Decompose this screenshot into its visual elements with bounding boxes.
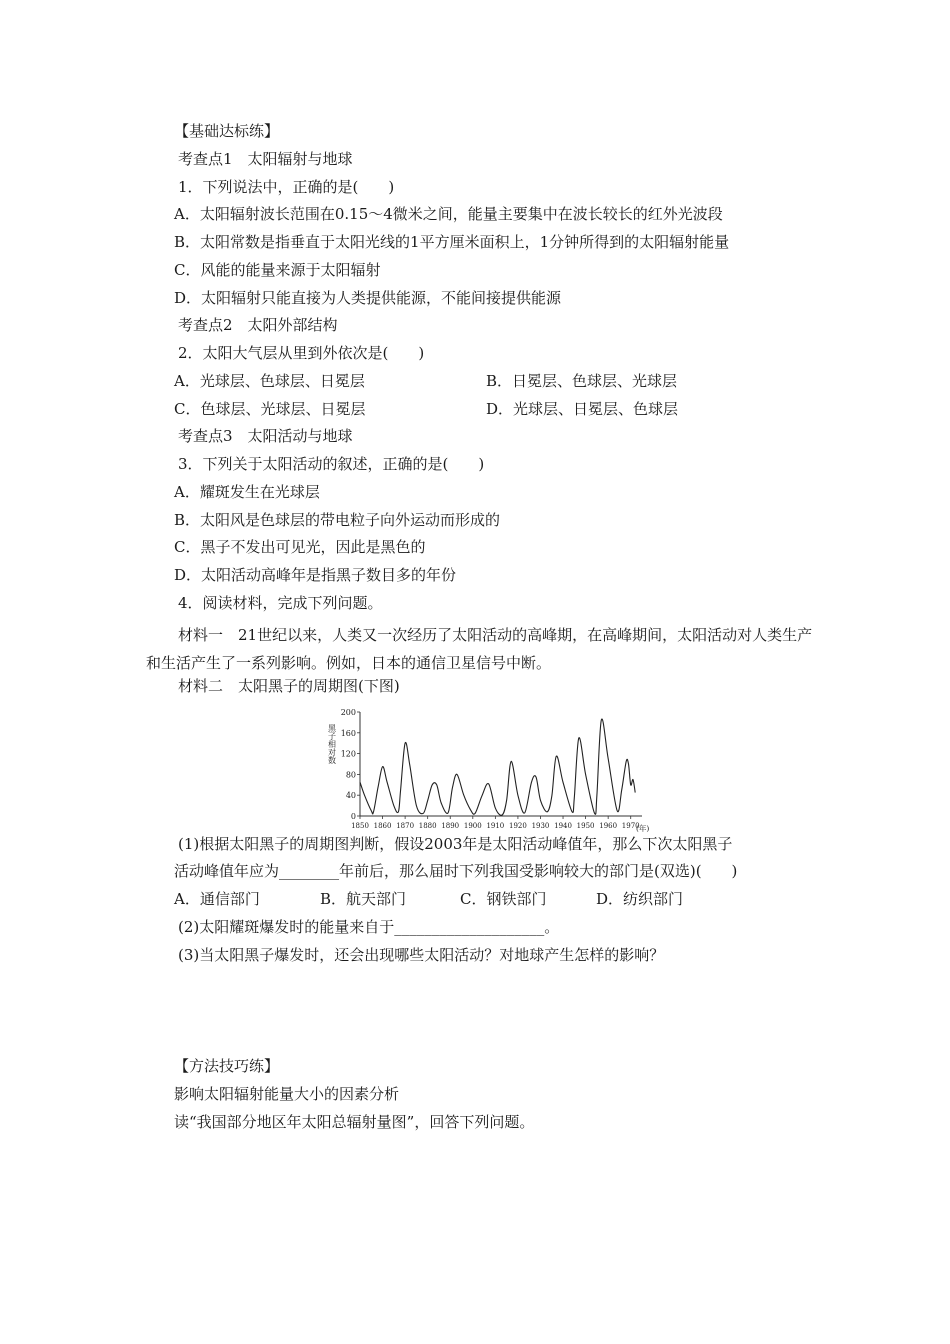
y-tick-label: 200 — [340, 708, 356, 717]
material-1: 材料一 21世纪以来，人类又一次经历了太阳活动的高峰期，在高峰期间，太阳活动对人类生产和生活产生了一系列影响。例如，日本的通信卫星信号中断。 — [146, 626, 813, 672]
x-tick-label: 1850 — [351, 822, 369, 830]
y-axis-label: 黑子相对数 — [327, 724, 337, 764]
question-1-option-a: A．太阳辐射波长范围在0.15～4微米之间，能量主要集中在波长较长的红外光波段 — [174, 205, 723, 223]
question-1-stem: 1．下列说法中，正确的是( ) — [178, 178, 395, 196]
x-tick-label: 1870 — [396, 822, 415, 830]
y-tick-label: 160 — [340, 728, 356, 738]
x-tick-label: 1880 — [418, 822, 437, 830]
sunspot-series-line — [360, 719, 635, 815]
question-3-option-b: B．太阳风是色球层的带电粒子向外运动而形成的 — [174, 511, 501, 529]
question-1-option-d: D．太阳辐射只能直接为人类提供能源，不能间接提供能源 — [174, 289, 562, 307]
key-point-1: 考查点1 太阳辐射与地球 — [178, 150, 353, 168]
y-tick-label: 0 — [350, 812, 356, 821]
key-point-2: 考查点2 太阳外部结构 — [178, 316, 338, 334]
x-tick-label: 1910 — [486, 822, 505, 830]
y-tick-label: 40 — [345, 791, 356, 801]
sub-question-3: (3)当太阳黑子爆发时，还会出现哪些太阳活动？对地球产生怎样的影响？ — [178, 946, 665, 964]
question-3-stem: 3．下列关于太阳活动的叙述，正确的是( ) — [178, 455, 485, 473]
question-2-stem: 2．太阳大气层从里到外依次是( ) — [178, 344, 425, 362]
question-1-option-b: B．太阳常数是指垂直于太阳光线的1平方厘米面积上，1分钟所得到的太阳辐射能量 — [174, 233, 730, 251]
chart-ticks — [341, 708, 640, 830]
method-section-title: 【方法技巧练】 — [174, 1057, 280, 1075]
x-tick-label: 1940 — [554, 822, 572, 830]
sub-question-1-option-c: C．钢铁部门 — [460, 890, 547, 908]
question-4-stem: 4．阅读材料，完成下列问题。 — [178, 594, 383, 612]
x-tick-label: 1860 — [373, 822, 392, 830]
x-tick-label: 1900 — [463, 822, 482, 830]
y-tick-label: 80 — [345, 770, 356, 780]
question-3-option-c: C．黑子不发出可见光，因此是黑色的 — [174, 538, 426, 556]
sub-question-2: (2)太阳耀斑爆发时的能量来自于____________________。 — [178, 918, 560, 936]
question-2-option-b: B．日冕层、色球层、光球层 — [486, 372, 678, 390]
material-2: 材料二 太阳黑子的周期图(下图) — [178, 677, 400, 695]
x-tick-label: 1950 — [576, 822, 595, 830]
method-question: 读“我国部分地区年太阳总辐射量图”，回答下列问题。 — [174, 1113, 535, 1131]
question-3-option-a: A．耀斑发生在光球层 — [174, 483, 320, 501]
x-tick-label: 1960 — [599, 822, 618, 830]
sunspot-cycle-chart — [327, 704, 660, 836]
sub-question-1-option-d: D．纺织部门 — [596, 890, 684, 908]
sub-question-1-option-a: A．通信部门 — [174, 890, 260, 908]
question-2-option-d: D．光球层、日冕层、色球层 — [486, 400, 679, 418]
x-axis-label: (年) — [636, 824, 650, 833]
y-tick-label: 120 — [340, 749, 356, 759]
chart-series — [360, 719, 635, 815]
x-tick-label: 1920 — [509, 822, 527, 830]
x-tick-label: 1890 — [441, 822, 460, 830]
method-topic: 影响太阳辐射能量大小的因素分析 — [174, 1085, 400, 1103]
sub-question-1-option-b: B．航天部门 — [320, 890, 407, 908]
x-tick-label: 1970 — [621, 822, 640, 830]
basic-section-title: 【基础达标练】 — [174, 122, 280, 140]
x-tick-label: 1930 — [531, 822, 550, 830]
key-point-3: 考查点3 太阳活动与地球 — [178, 427, 353, 445]
sub-question-1-line1: (1)根据太阳黑子的周期图判断，假设2003年是太阳活动峰值年，那么下次太阳黑子 — [178, 835, 733, 853]
question-2-option-a: A．光球层、色球层、日冕层 — [174, 372, 365, 390]
question-1-option-c: C．风能的能量来源于太阳辐射 — [174, 261, 381, 279]
sub-question-1-line2: 活动峰值年应为________年前后，那么届时下列我国受影响较大的部门是(双选)( ) — [174, 862, 738, 880]
question-3-option-d: D．太阳活动高峰年是指黑子数目多的年份 — [174, 566, 457, 584]
question-2-option-c: C．色球层、光球层、日冕层 — [174, 400, 366, 418]
